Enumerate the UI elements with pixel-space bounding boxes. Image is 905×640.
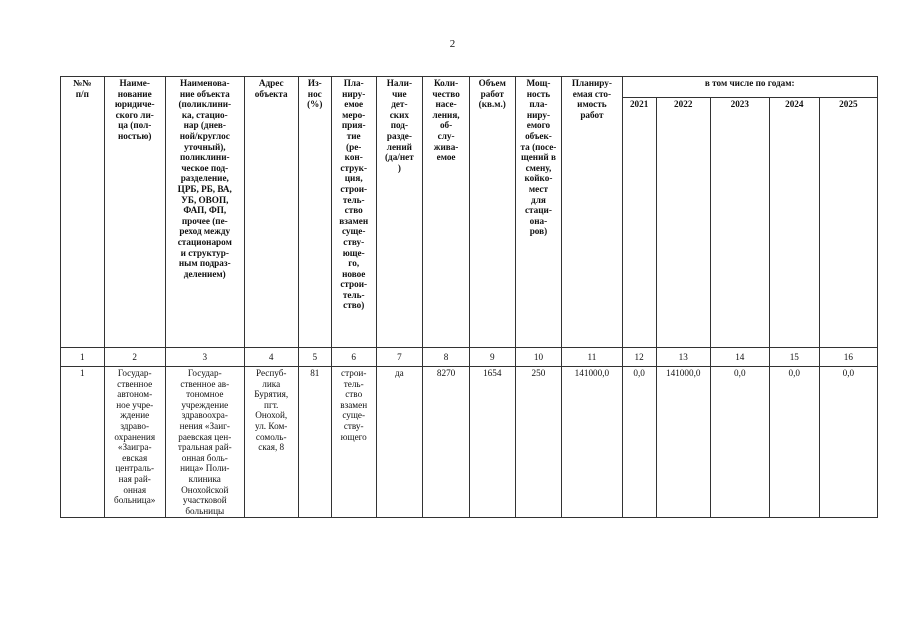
header-year-2024: 2024 xyxy=(769,98,819,348)
column-number: 5 xyxy=(298,348,331,367)
column-number: 8 xyxy=(423,348,470,367)
header-row xyxy=(61,77,878,98)
column-number: 1 xyxy=(61,348,105,367)
row-num: 1 xyxy=(61,367,105,518)
row-cost: 141000,0 xyxy=(562,367,622,518)
column-number: 4 xyxy=(244,348,298,367)
row-year-2024: 0,0 xyxy=(769,367,819,518)
header-cost: Планиру- емая сто- имость работ xyxy=(562,77,622,348)
row-wear: 81 xyxy=(298,367,331,518)
header-year-2023: 2023 xyxy=(710,98,769,348)
table-row xyxy=(61,367,878,518)
column-number: 11 xyxy=(562,348,622,367)
header-year-2021: 2021 xyxy=(622,98,656,348)
column-number: 6 xyxy=(331,348,376,367)
row-capacity: 250 xyxy=(515,367,562,518)
header-num: №№ п/п xyxy=(61,77,105,348)
row-year-2023: 0,0 xyxy=(710,367,769,518)
header-object: Наименова- ние объекта (поликлини- ка, стацио- нар (днев- ной/круглос уточный), поликлини- ческое под- разделение, ЦРБ, РБ, ВА, УБ, ОВОП, ФАП, ФП, прочее (пе- реход между стационаром и структур- ным подраз- делением) xyxy=(165,77,244,348)
row-population: 8270 xyxy=(423,367,470,518)
column-number: 9 xyxy=(469,348,515,367)
investment-table xyxy=(60,76,878,518)
column-number: 13 xyxy=(656,348,710,367)
header-year-2025: 2025 xyxy=(819,98,877,348)
header-year-2022: 2022 xyxy=(656,98,710,348)
column-number: 12 xyxy=(622,348,656,367)
header-by-years: в том числе по годам: xyxy=(622,77,878,98)
column-number: 14 xyxy=(710,348,769,367)
column-number: 2 xyxy=(104,348,165,367)
column-number: 3 xyxy=(165,348,244,367)
row-object: Государ- ственное ав- тономное учреждение здравоохра- нения «Заиг- раевская цен- тральная рай- онная боль- ница» Поли- клиника Онохойской участковой больницы xyxy=(165,367,244,518)
header-children: Нали- чие дет- ских под- разде- лений (да/нет ) xyxy=(376,77,423,348)
row-year-2021: 0,0 xyxy=(622,367,656,518)
header-capacity: Мощ- ность пла- ниру- емого объек- та (посе- щений в смену, койко- мест для стаци- она- ров) xyxy=(515,77,562,348)
header-address: Адрес объекта xyxy=(244,77,298,348)
header-volume: Объем работ (кв.м.) xyxy=(469,77,515,348)
column-number: 7 xyxy=(376,348,423,367)
row-year-2025: 0,0 xyxy=(819,367,877,518)
row-year-2022: 141000,0 xyxy=(656,367,710,518)
column-number: 10 xyxy=(515,348,562,367)
row-volume: 1654 xyxy=(469,367,515,518)
row-address: Респуб- лика Бурятия, пгт. Онохой, ул. Ком- сомоль- ская, 8 xyxy=(244,367,298,518)
header-legal-entity: Наиме- нование юридиче- ского ли- ца (пол- ностью) xyxy=(104,77,165,348)
row-measure: строи- тель- ство взамен суще- ству- ющего xyxy=(331,367,376,518)
header-wear: Из- нос (%) xyxy=(298,77,331,348)
row-children: да xyxy=(376,367,423,518)
header-population: Коли- чество насе- ления, об- слу- жива- емое xyxy=(423,77,470,348)
page-number: 2 xyxy=(449,38,456,50)
header-measure: Пла- ниру- емое меро- прия- тие (ре- кон- струк- ция, строи- тель- ство взамен суще- ству- юще- го, новое строи- тель- ство) xyxy=(331,77,376,348)
column-numbers-row xyxy=(61,348,878,367)
column-number: 16 xyxy=(819,348,877,367)
column-number: 15 xyxy=(769,348,819,367)
row-legal-entity: Государ- ственное автоном- ное учре- ждение здраво- охранения «Заигра- евская централь- ная рай- онная больница» xyxy=(104,367,165,518)
